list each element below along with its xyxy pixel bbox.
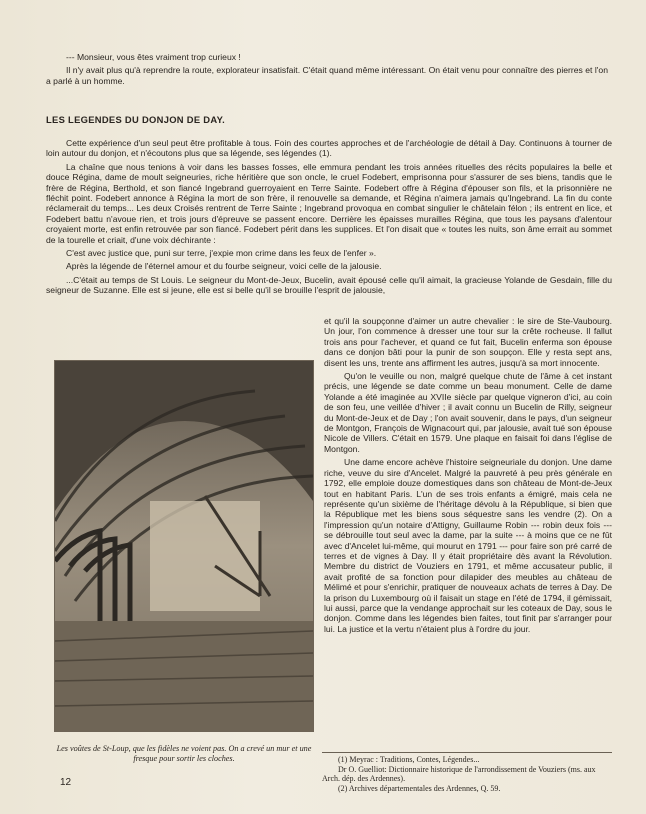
vault-photo-illustration [55,361,313,731]
page-number: 12 [60,777,72,788]
body-paragraph: C'est avec justice que, puni sur terre, j'expie mon crime dans les feux de l'enfer ». [66,248,377,259]
column-paragraph: Une dame encore achève l'histoire seigneuriale du donjon. Une dame riche, veuve du sire d'Ancelet. Malgré la pauvreté à peu près générale en 1792, elle emploie douze domestiques dans son château de Mont-de-Jeux tout en habitant Paris. L'un de ses trois enfants a émigré, mais cela ne représente qu'un sixième de l'héritage dévolu à la République, si bien que la République met les biens sous séquestre sans les vendre (2). On a l'impression qu'un notaire d'Attigny, Guillaume Robin --- robin deux fois --- se débrouille tout seul avec la dame, par la suite --- à moins que ce ne fût avec d'Ancelet lui-même, qui mourut en 1791 --- pour faire son pré carré de terres et de vignes à Day. Il y était propriétaire dès avant la Révolution. Membre du district de Vouziers en 1791, et même accusateur public, il avait profité de sa fonction pour dilapider des meubles au château de Mélimé et pour s'enrichir, pratiquer de nouveaux achats de terres à Day. De la prison du Luxembourg où il faisait un stage en l'été de 1794, il gémissait, lui aussi, parce que la vendange approchait sur les coteaux de Day, sous le donjon. Comme dans les légendes bien faites, tout finit par s'arranger pour lui. La justice et la vertu n'étaient plus à l'ordre du jour. [324,457,612,634]
intro-paragraph: Il n'y avait plus qu'à reprendre la route, explorateur insatisfait. C'était quand même intéressant. On était venu pour connaître des pierres et l'on a parlé à un homme. [46,65,608,86]
intro-text [46,52,608,89]
intro-paragraph: --- Monsieur, vous êtes vraiment trop curieux ! [66,52,241,62]
vault-photograph [54,360,314,732]
column-paragraph: Qu'on le veuille ou non, malgré quelque chute de l'âme à cet instant précis, une légende se date comme un beau monument. Celle de dame Yolande a été imaginée au XVIIe siècle par quelque vigneron d'ici, au coin de son feu, une veillée d'hiver ; il avait connu un Bucelin de Rilly, seigneur du Mont-de-Jeux et de Day ; l'on avait souvenir, dans le pays, d'un seigneur de Montgon, François de Wignacourt qui, par jalousie, avait tué son épouse Nicole de Villers. C'était en 1579. Une plaque en faisait foi dans l'église de Montgon. [324,371,612,454]
footnotes [322,752,612,793]
body-paragraph: La chaîne que nous tenions à voir dans les basses fosses, elle emmura pendant les trois années rituelles des récits populaires la belle et douce Régina, dame de moult seigneuries, riche héritière que son oncle, le cruel Fodebert, emprisonna pour s'assurer de ses biens, tandis que le frère de Régina, Berthold, et son fiancé Ingebrand guerroyaient en Terre Sainte. Fodebert offre à Régina d'épouser son fils, et la prisonnière ne fléchit point. Fodebert annonce à Régina la mort de son frère, il renouvelle sa demande, et Régina n'aimera jamais qu'Ingebrand. La fin du conte réclamerait du temps... Les deux Croisés rentrent de Terre Sainte ; Ingebrand provoqua en combat singulier le châtelain félon ; ils entrent en lice, et Fodebert battu n'avoue rien, et trois jours d'épreuve se passent encore. Derrière les épaisses murailles Régina, que tous les paysans d'alentour croyaient morte, est enfin retrouvée par son fiancé. Fodebert périt dans les supplices. Et l'on disait que « toutes les nuits, son âme errait au sommet de la tourelle et criait, d'une voix déchirante : [46,161,612,245]
column-paragraph: et qu'il la soupçonne d'aimer un autre chevalier : le sire de Ste-Vaubourg. Un jour, l'on commence à dresser une tour sur la crête rocheuse. Il fallut trois ans pour l'achever, et quand ce fut fait, Bucelin enferma son épouse dans ce donjon bâti pour la punir de son soupçon. Elle y resta sept ans, disent les uns, trente ans affirment les autres, jusqu'à sa mort innocente. [324,316,612,368]
body-text [46,138,612,299]
footnote: (1) Meyrac : Traditions, Contes, Légendes... [338,755,480,764]
body-paragraph: Après la légende de l'éternel amour et du fourbe seigneur, voici celle de la jalousie. [66,261,382,272]
footnote: (2) Archives départementales des Ardennes, Q. 59. [338,783,501,793]
body-paragraph: ...C'était au temps de St Louis. Le seigneur du Mont-de-Jeux, Bucelin, avait épousé celle qu'il aimait, la gracieuse Yolande de Gesdain, fille du seigneur de Suzanne. Elle est si jeune, elle est si belle qu'il se brouille l'esprit de jalousie, [46,274,612,296]
footnote: Dr O. Guelliot: Dictionnaire historique de l'arrondissement de Vouziers (ms. aux Arch. dép. des Ardennes). [322,764,596,784]
section-heading: LES LEGENDES DU DONJON DE DAY. [46,114,225,125]
body-paragraph: Cette expérience d'un seul peut être profitable à tous. Foin des courtes approches et de l'archéologie de détail à Day. Continuons à tourner de loin autour du donjon, et n'écoutons plus que sa légende, ses légendes (1). [46,138,612,159]
right-column-text [324,316,612,637]
photo-caption: Les voûtes de St-Loup, que les fidèles ne voient pas. On a crevé un mur et une fresque pour sortir les cloches. [56,744,312,763]
